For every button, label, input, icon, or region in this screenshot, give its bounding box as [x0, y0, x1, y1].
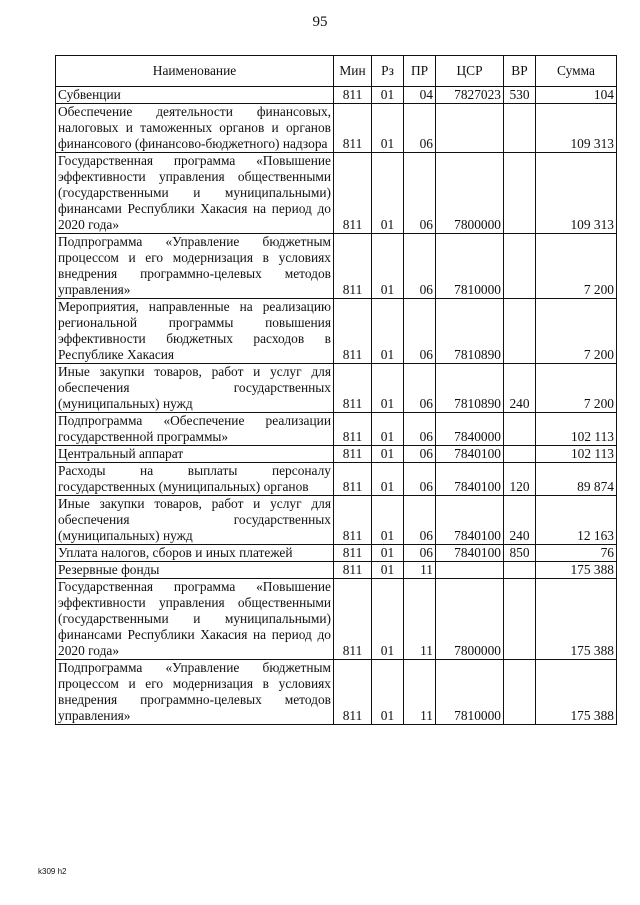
header-vr: ВР: [504, 56, 536, 87]
cell-pr: 06: [404, 545, 436, 562]
cell-rz: 01: [372, 87, 404, 104]
cell-min: 811: [334, 660, 372, 725]
cell-sum: 175 388: [536, 579, 617, 660]
cell-csr: 7810000: [436, 660, 504, 725]
header-sum: Сумма: [536, 56, 617, 87]
cell-min: 811: [334, 153, 372, 234]
table-row: [56, 153, 617, 234]
cell-csr: 7800000: [436, 153, 504, 234]
cell-vr: [504, 446, 536, 463]
cell-name: Уплата налогов, сборов и иных платежей: [56, 545, 334, 562]
cell-sum: 102 113: [536, 446, 617, 463]
cell-csr: 7810890: [436, 299, 504, 364]
cell-csr: 7840100: [436, 545, 504, 562]
cell-csr: 7840100: [436, 446, 504, 463]
cell-csr: [436, 562, 504, 579]
cell-min: 811: [334, 446, 372, 463]
cell-name: Иные закупки товаров, работ и услуг для обеспечения государственных (муниципальных) нужд: [56, 496, 334, 545]
header-min: Мин: [334, 56, 372, 87]
cell-min: 811: [334, 104, 372, 153]
cell-vr: [504, 562, 536, 579]
cell-pr: 04: [404, 87, 436, 104]
page-number: 95: [312, 14, 328, 30]
cell-pr: 06: [404, 234, 436, 299]
table-row: [56, 660, 617, 725]
cell-name: Мероприятия, направленные на реализацию региональной программы повышения эффективности бюджетных расходов в Республике Хакасия: [56, 299, 334, 364]
cell-rz: 01: [372, 562, 404, 579]
cell-vr: [504, 104, 536, 153]
cell-pr: 06: [404, 413, 436, 446]
cell-rz: 01: [372, 463, 404, 496]
cell-name: Расходы на выплаты персоналу государственных (муниципальных) органов: [56, 463, 334, 496]
cell-rz: 01: [372, 496, 404, 545]
cell-rz: 01: [372, 660, 404, 725]
table-row: [56, 446, 617, 463]
cell-csr: [436, 104, 504, 153]
cell-rz: 01: [372, 413, 404, 446]
cell-pr: 06: [404, 299, 436, 364]
cell-rz: 01: [372, 446, 404, 463]
cell-csr: 7800000: [436, 579, 504, 660]
table-row: [56, 562, 617, 579]
cell-vr: [504, 413, 536, 446]
cell-vr: 240: [504, 496, 536, 545]
cell-vr: 120: [504, 463, 536, 496]
cell-sum: 7 200: [536, 234, 617, 299]
cell-pr: 06: [404, 153, 436, 234]
cell-csr: 7840100: [436, 463, 504, 496]
table-row: [56, 413, 617, 446]
cell-vr: 240: [504, 364, 536, 413]
cell-min: 811: [334, 413, 372, 446]
cell-sum: 12 163: [536, 496, 617, 545]
cell-sum: 175 388: [536, 562, 617, 579]
header-csr: ЦСР: [436, 56, 504, 87]
cell-name: Государственная программа «Повышение эффективности управления общественными (государственными и муниципальными) финансами Республики Хакасия на период до 2020 года»: [56, 153, 334, 234]
cell-pr: 06: [404, 446, 436, 463]
table-header-row: [56, 56, 617, 87]
cell-sum: 7 200: [536, 299, 617, 364]
cell-vr: [504, 153, 536, 234]
cell-pr: 06: [404, 364, 436, 413]
cell-csr: 7810890: [436, 364, 504, 413]
cell-name: Центральный аппарат: [56, 446, 334, 463]
cell-csr: 7827023: [436, 87, 504, 104]
table-row: [56, 299, 617, 364]
cell-name: Подпрограмма «Управление бюджетным процессом и его модернизация в условиях внедрения программно-целевых методов управления»: [56, 234, 334, 299]
cell-pr: 06: [404, 496, 436, 545]
header-pr: ПР: [404, 56, 436, 87]
cell-min: 811: [334, 562, 372, 579]
cell-pr: 11: [404, 562, 436, 579]
cell-sum: 109 313: [536, 153, 617, 234]
cell-min: 811: [334, 87, 372, 104]
table-row: [56, 104, 617, 153]
cell-name: Обеспечение деятельности финансовых, налоговых и таможенных органов и органов финансового (финансово-бюджетного) надзора: [56, 104, 334, 153]
table-row: [56, 463, 617, 496]
cell-vr: [504, 234, 536, 299]
cell-rz: 01: [372, 579, 404, 660]
cell-csr: 7810000: [436, 234, 504, 299]
cell-min: 811: [334, 234, 372, 299]
cell-pr: 11: [404, 660, 436, 725]
cell-pr: 06: [404, 463, 436, 496]
cell-min: 811: [334, 463, 372, 496]
cell-sum: 175 388: [536, 660, 617, 725]
budget-table: [55, 55, 617, 725]
header-name: Наименование: [56, 56, 334, 87]
cell-min: 811: [334, 579, 372, 660]
cell-sum: 104: [536, 87, 617, 104]
cell-vr: [504, 579, 536, 660]
cell-sum: 89 874: [536, 463, 617, 496]
cell-sum: 7 200: [536, 364, 617, 413]
cell-min: 811: [334, 364, 372, 413]
cell-csr: 7840100: [436, 496, 504, 545]
cell-vr: [504, 660, 536, 725]
cell-name: Подпрограмма «Управление бюджетным процессом и его модернизация в условиях внедрения программно-целевых методов управления»: [56, 660, 334, 725]
cell-rz: 01: [372, 545, 404, 562]
cell-name: Государственная программа «Повышение эффективности управления общественными (государственными и муниципальными) финансами Республики Хакасия на период до 2020 года»: [56, 579, 334, 660]
cell-vr: [504, 299, 536, 364]
table-row: [56, 234, 617, 299]
cell-rz: 01: [372, 364, 404, 413]
table-row: [56, 87, 617, 104]
cell-min: 811: [334, 545, 372, 562]
cell-sum: 102 113: [536, 413, 617, 446]
footer-code: k309 h2: [38, 867, 67, 876]
cell-vr: 530: [504, 87, 536, 104]
cell-sum: 109 313: [536, 104, 617, 153]
cell-name: Иные закупки товаров, работ и услуг для обеспечения государственных (муниципальных) нужд: [56, 364, 334, 413]
table-row: [56, 496, 617, 545]
cell-pr: 06: [404, 104, 436, 153]
table-row: [56, 364, 617, 413]
table-row: [56, 545, 617, 562]
cell-csr: 7840000: [436, 413, 504, 446]
cell-rz: 01: [372, 153, 404, 234]
cell-rz: 01: [372, 299, 404, 364]
cell-min: 811: [334, 299, 372, 364]
cell-name: Субвенции: [56, 87, 334, 104]
cell-vr: 850: [504, 545, 536, 562]
table-row: [56, 579, 617, 660]
cell-sum: 76: [536, 545, 617, 562]
cell-name: Подпрограмма «Обеспечение реализации государственной программы»: [56, 413, 334, 446]
header-rz: Рз: [372, 56, 404, 87]
cell-rz: 01: [372, 234, 404, 299]
cell-rz: 01: [372, 104, 404, 153]
cell-name: Резервные фонды: [56, 562, 334, 579]
cell-min: 811: [334, 496, 372, 545]
cell-pr: 11: [404, 579, 436, 660]
